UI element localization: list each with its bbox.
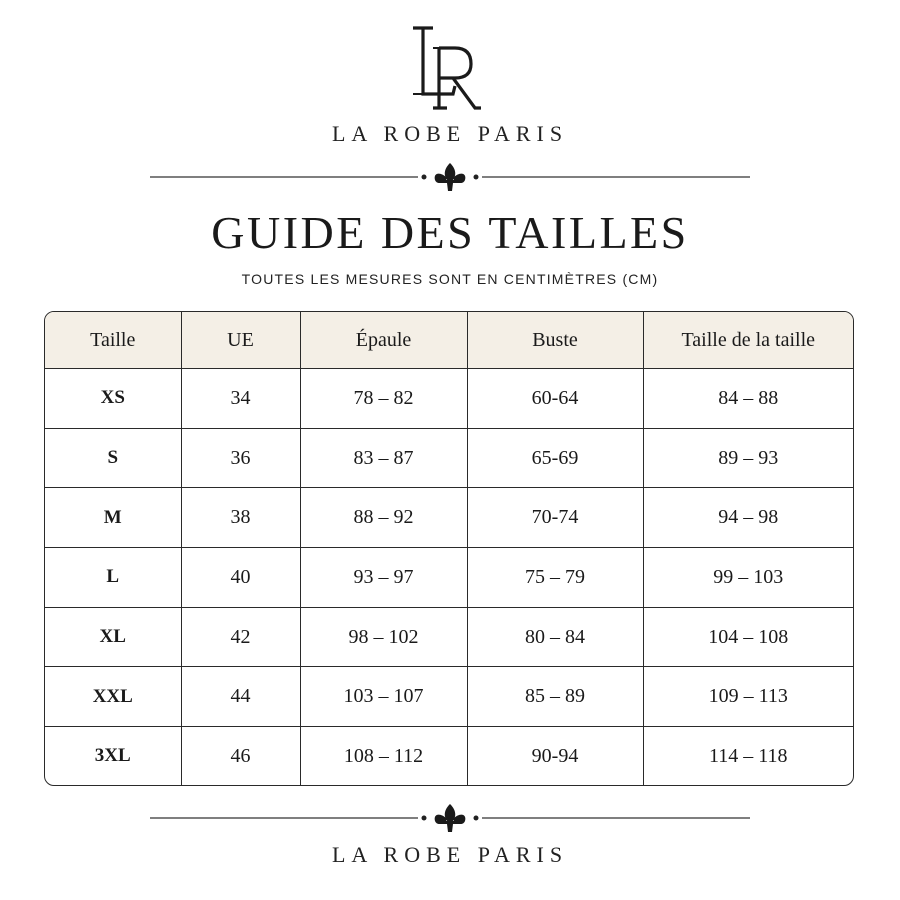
cell-size: M	[45, 488, 181, 548]
cell-ue: 40	[181, 548, 300, 608]
fleur-de-lis-divider-bottom	[150, 803, 750, 833]
cell-epaule: 78 – 82	[300, 369, 467, 429]
cell-epaule: 88 – 92	[300, 488, 467, 548]
cell-ue: 34	[181, 369, 300, 429]
cell-tour-de-taille: 109 – 113	[643, 667, 853, 727]
cell-buste: 65-69	[467, 428, 643, 488]
header-buste: Buste	[467, 312, 643, 369]
cell-buste: 80 – 84	[467, 607, 643, 667]
header-ue: UE	[181, 312, 300, 369]
cell-ue: 36	[181, 428, 300, 488]
cell-tour-de-taille: 104 – 108	[643, 607, 853, 667]
table-row	[45, 488, 853, 548]
brand-name-top: LA ROBE PARIS	[331, 121, 569, 146]
table-row	[45, 548, 853, 608]
table-row	[45, 667, 853, 727]
monogram-lr-icon	[395, 14, 505, 114]
cell-epaule: 93 – 97	[300, 548, 467, 608]
cell-size: 3XL	[45, 727, 181, 785]
fleur-de-lis-icon	[435, 163, 466, 191]
cell-buste: 85 – 89	[467, 667, 643, 727]
cell-size: XL	[45, 607, 181, 667]
cell-ue: 46	[181, 727, 300, 785]
fleur-de-lis-divider-top	[150, 162, 750, 192]
fleur-de-lis-icon	[435, 804, 466, 832]
cell-tour-de-taille: 114 – 118	[708, 744, 788, 767]
cell-epaule: 103 – 107	[300, 667, 467, 727]
brand-monogram-logo	[0, 14, 900, 114]
cell-buste: 60-64	[467, 369, 643, 429]
size-guide-table-container	[44, 311, 854, 786]
cell-epaule: 83 – 87	[300, 428, 467, 488]
cell-tour-de-taille: 94 – 98	[643, 488, 853, 548]
cell-ue: 44	[181, 667, 300, 727]
cell-buste: 75 – 79	[467, 548, 643, 608]
cell-tour-de-taille: 84 – 88	[643, 369, 853, 429]
size-guide-table	[45, 312, 853, 785]
cell-epaule: 108 – 112	[300, 727, 467, 785]
table-row	[45, 727, 853, 785]
page-subtitle: TOUTES LES MESURES SONT EN CENTIMÈTRES (CM)	[241, 271, 659, 287]
table-header-row	[45, 312, 853, 369]
cell-size: L	[45, 548, 181, 608]
cell-buste: 70-74	[467, 488, 643, 548]
table-row	[45, 369, 853, 429]
cell-tour-de-taille: 99 – 103	[643, 548, 853, 608]
cell-ue: 38	[181, 488, 300, 548]
cell-size: XXL	[45, 667, 181, 727]
brand-name-bottom: LA ROBE PARIS	[331, 842, 569, 867]
cell-size: XS	[45, 369, 181, 429]
cell-epaule: 98 – 102	[300, 607, 467, 667]
table-row	[45, 607, 853, 667]
header-tour-de-taille: Taille de la taille	[643, 312, 853, 369]
cell-tour-de-taille: 89 – 93	[643, 428, 853, 488]
cell-buste: 90-94	[467, 727, 643, 785]
cell-ue: 42	[181, 607, 300, 667]
header-epaule: Épaule	[300, 312, 467, 369]
cell-size: S	[45, 428, 181, 488]
header-taille: Taille	[45, 312, 181, 369]
table-row	[45, 428, 853, 488]
page-title: GUIDE DES TAILLES	[211, 207, 689, 258]
